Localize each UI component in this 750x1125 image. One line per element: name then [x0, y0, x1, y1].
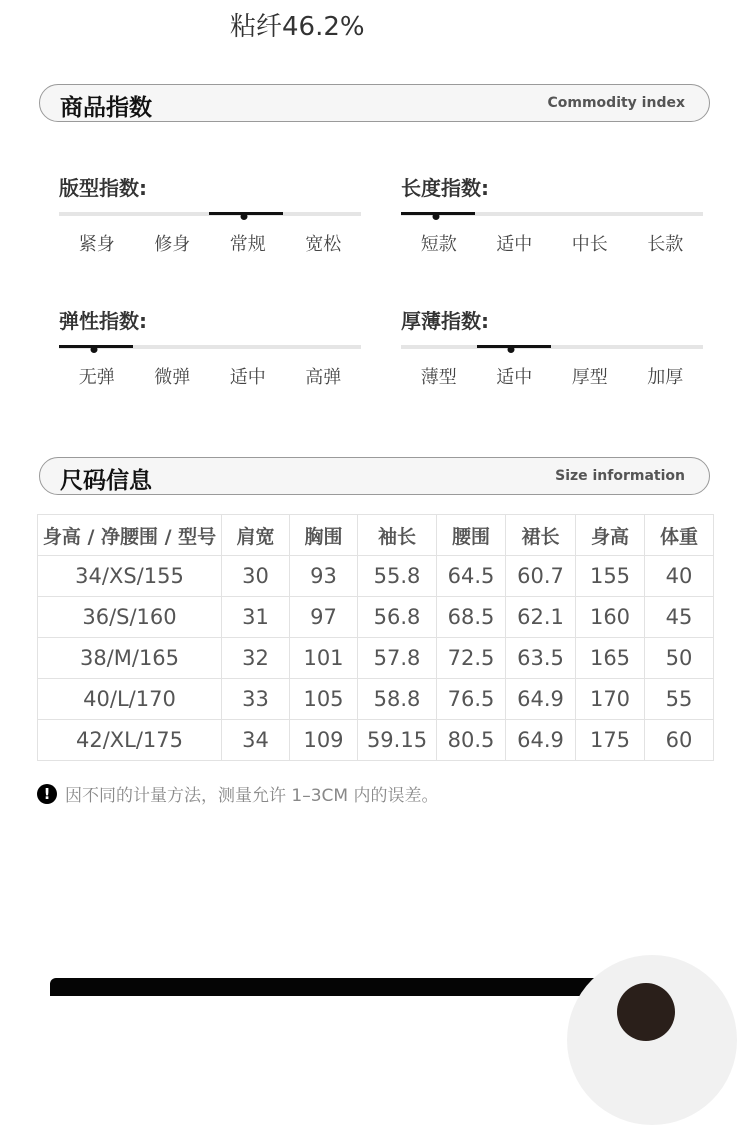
index-elasticity [59, 305, 361, 389]
table-cell: 64.5 [437, 556, 506, 597]
table-cell: 109 [290, 720, 358, 761]
table-cell: 175 [576, 720, 645, 761]
column-header: 袖长 [358, 515, 437, 556]
table-cell: 60 [645, 720, 714, 761]
index-option: 微弹 [154, 367, 191, 388]
column-header: 肩宽 [222, 515, 290, 556]
table-cell: 34/XS/155 [38, 556, 222, 597]
size-info-header [39, 457, 710, 495]
index-option: 适中 [496, 367, 533, 388]
fabric-composition: 粘纤46.2% [230, 12, 365, 42]
index-option: 中长 [571, 234, 608, 255]
table-cell: 33 [222, 679, 290, 720]
table-cell: 170 [576, 679, 645, 720]
index-marker [433, 213, 440, 220]
commodity-index-header [39, 84, 710, 122]
index-length [401, 172, 703, 256]
section-subtitle: Commodity index [547, 95, 685, 111]
table-cell: 30 [222, 556, 290, 597]
section-title: 商品指数 [60, 95, 152, 121]
table-cell: 64.9 [506, 720, 576, 761]
promo-banner [50, 978, 610, 996]
section-subtitle: Size information [555, 468, 685, 484]
table-cell: 155 [576, 556, 645, 597]
table-cell: 97 [290, 597, 358, 638]
table-cell: 93 [290, 556, 358, 597]
index-option: 修身 [154, 234, 191, 255]
index-title: 弹性指数: [59, 309, 147, 333]
table-cell: 101 [290, 638, 358, 679]
table-cell: 34 [222, 720, 290, 761]
index-option: 高弹 [305, 367, 342, 388]
table-cell: 36/S/160 [38, 597, 222, 638]
index-option: 适中 [496, 234, 533, 255]
table-cell: 68.5 [437, 597, 506, 638]
table-cell: 42/XL/175 [38, 720, 222, 761]
table-cell: 55.8 [358, 556, 437, 597]
index-option: 厚型 [571, 367, 608, 388]
index-option: 紧身 [78, 234, 115, 255]
index-track [401, 345, 703, 349]
table-row [38, 597, 714, 638]
index-option: 薄型 [420, 367, 457, 388]
index-marker [508, 346, 515, 353]
index-marker [241, 213, 248, 220]
table-cell: 32 [222, 638, 290, 679]
table-cell: 50 [645, 638, 714, 679]
table-cell: 40/L/170 [38, 679, 222, 720]
table-cell: 56.8 [358, 597, 437, 638]
table-cell: 62.1 [506, 597, 576, 638]
table-cell: 38/M/165 [38, 638, 222, 679]
table-row [38, 720, 714, 761]
table-cell: 160 [576, 597, 645, 638]
index-title: 长度指数: [401, 176, 489, 200]
index-marker [91, 346, 98, 353]
index-option: 适中 [229, 367, 266, 388]
table-cell: 58.8 [358, 679, 437, 720]
table-row [38, 638, 714, 679]
index-track [59, 345, 361, 349]
index-option: 加厚 [647, 367, 684, 388]
column-header: 身高 [576, 515, 645, 556]
table-cell: 165 [576, 638, 645, 679]
table-cell: 40 [645, 556, 714, 597]
index-track [59, 212, 361, 216]
index-option: 宽松 [305, 234, 342, 255]
note-text: 因不同的计量方法，测量允许 1–3CM 内的误差。 [65, 786, 439, 806]
table-cell: 57.8 [358, 638, 437, 679]
table-cell: 76.5 [437, 679, 506, 720]
column-header: 裙长 [506, 515, 576, 556]
index-option: 无弹 [78, 367, 115, 388]
table-row [38, 679, 714, 720]
index-fit [59, 172, 361, 256]
index-option: 长款 [647, 234, 684, 255]
table-cell: 45 [645, 597, 714, 638]
index-option: 短款 [420, 234, 457, 255]
index-title: 版型指数: [59, 176, 147, 200]
table-cell: 55 [645, 679, 714, 720]
table-header-row [38, 515, 714, 556]
table-cell: 63.5 [506, 638, 576, 679]
index-thickness [401, 305, 703, 389]
index-track [401, 212, 703, 216]
section-title: 尺码信息 [60, 468, 152, 494]
measurement-note [37, 781, 438, 806]
table-cell: 60.7 [506, 556, 576, 597]
index-option: 常规 [229, 234, 266, 255]
column-header: 身高 / 净腰围 / 型号 [38, 515, 222, 556]
column-header: 体重 [645, 515, 714, 556]
table-cell: 72.5 [437, 638, 506, 679]
table-cell: 64.9 [506, 679, 576, 720]
table-row [38, 556, 714, 597]
table-cell: 31 [222, 597, 290, 638]
table-cell: 80.5 [437, 720, 506, 761]
column-header: 胸围 [290, 515, 358, 556]
column-header: 腰围 [437, 515, 506, 556]
index-title: 厚薄指数: [401, 309, 489, 333]
size-table [37, 514, 714, 761]
table-cell: 59.15 [358, 720, 437, 761]
exclamation-icon: ! [37, 784, 57, 804]
table-cell: 105 [290, 679, 358, 720]
model-photo [617, 983, 675, 1041]
